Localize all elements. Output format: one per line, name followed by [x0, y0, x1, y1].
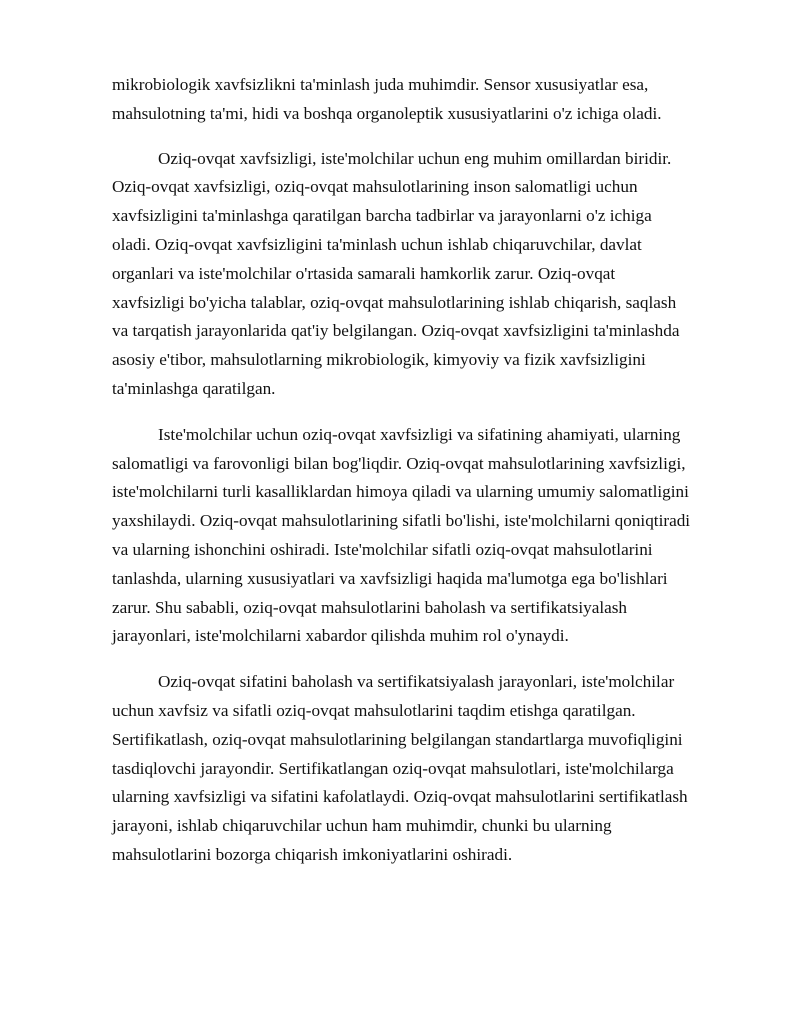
paragraph-consumer-importance: Iste'molchilar uchun oziq-ovqat xavfsizligi va sifatining ahamiyati, ularning salomatligi va farovonligi bilan bog'liqdir. Oziq-ovqat mahsulotlarining xavfsizligi, iste'molchilarni turli kasalliklardan himoya qiladi va ularning umumiy salomatligini yaxshilaydi. Oziq-ovqat mahsulotlarining sifatli bo'lishi, iste'molchilarni qoniqtiradi va ularning ishonchini oshiradi. Iste'molchilar sifatli oziq-ovqat mahsulotlarini tanlashda, ularning xususiyatlari va xavfsizligi haqida ma'lumotga ega bo'lishlari zarur. Shu sababli, oziq-ovqat mahsulotlarini baholash va sertifikatsiyalash jarayonlari, iste'molchilarni xabardor qilishda muhim rol o'ynaydi. — [112, 424, 691, 646]
paragraph-continuation: mikrobiologik xavfsizlikni ta'minlash juda muhimdir. Sensor xususiyatlar esa, mahsulotning ta'mi, hidi va boshqa organoleptik xususiyatlarini o'z ichiga oladi. — [112, 75, 662, 123]
paragraph-certification: Oziq-ovqat sifatini baholash va sertifikatsiyalash jarayonlari, iste'molchilar uchun xavfsiz va sifatli oziq-ovqat mahsulotlarini taqdim etishga qaratilgan. Sertifikatlash, oziq-ovqat mahsulotlarining belgilangan standartlarga muvofiqligini tasdiqlovchi jarayondir. Sertifikatlangan oziq-ovqat mahsulotlari, iste'molchilarga ularning xavfsizligi va sifatini kafolatlaydi. Oziq-ovqat mahsulotlarini sertifikatlash jarayoni, ishlab chiqaruvchilar uchun ham muhimdir, chunki bu ularning mahsulotlarini bozorga chiqarish imkoniyatlarini oshiradi. — [112, 672, 688, 864]
document-body — [112, 71, 692, 887]
paragraph-food-safety: Oziq-ovqat xavfsizligi, iste'molchilar uchun eng muhim omillardan biridir. Oziq-ovqat xavfsizligi, oziq-ovqat mahsulotlarining inson salomatligi uchun xavfsizligini ta'minlashga qaratilgan barcha tadbirlar va jarayonlarni o'z ichiga oladi. Oziq-ovqat xavfsizligini ta'minlash uchun ishlab chiqaruvchilar, davlat organlari va iste'molchilar o'rtasida samarali hamkorlik zarur. Oziq-ovqat xavfsizligi bo'yicha talablar, oziq-ovqat mahsulotlarining ishlab chiqarish, saqlash va tarqatish jarayonlarida qat'iy belgilangan. Oziq-ovqat xavfsizligini ta'minlashda asosiy e'tibor, mahsulotlarning mikrobiologik, kimyoviy va fizik xavfsizligini ta'minlashga qaratilgan. — [112, 148, 680, 398]
